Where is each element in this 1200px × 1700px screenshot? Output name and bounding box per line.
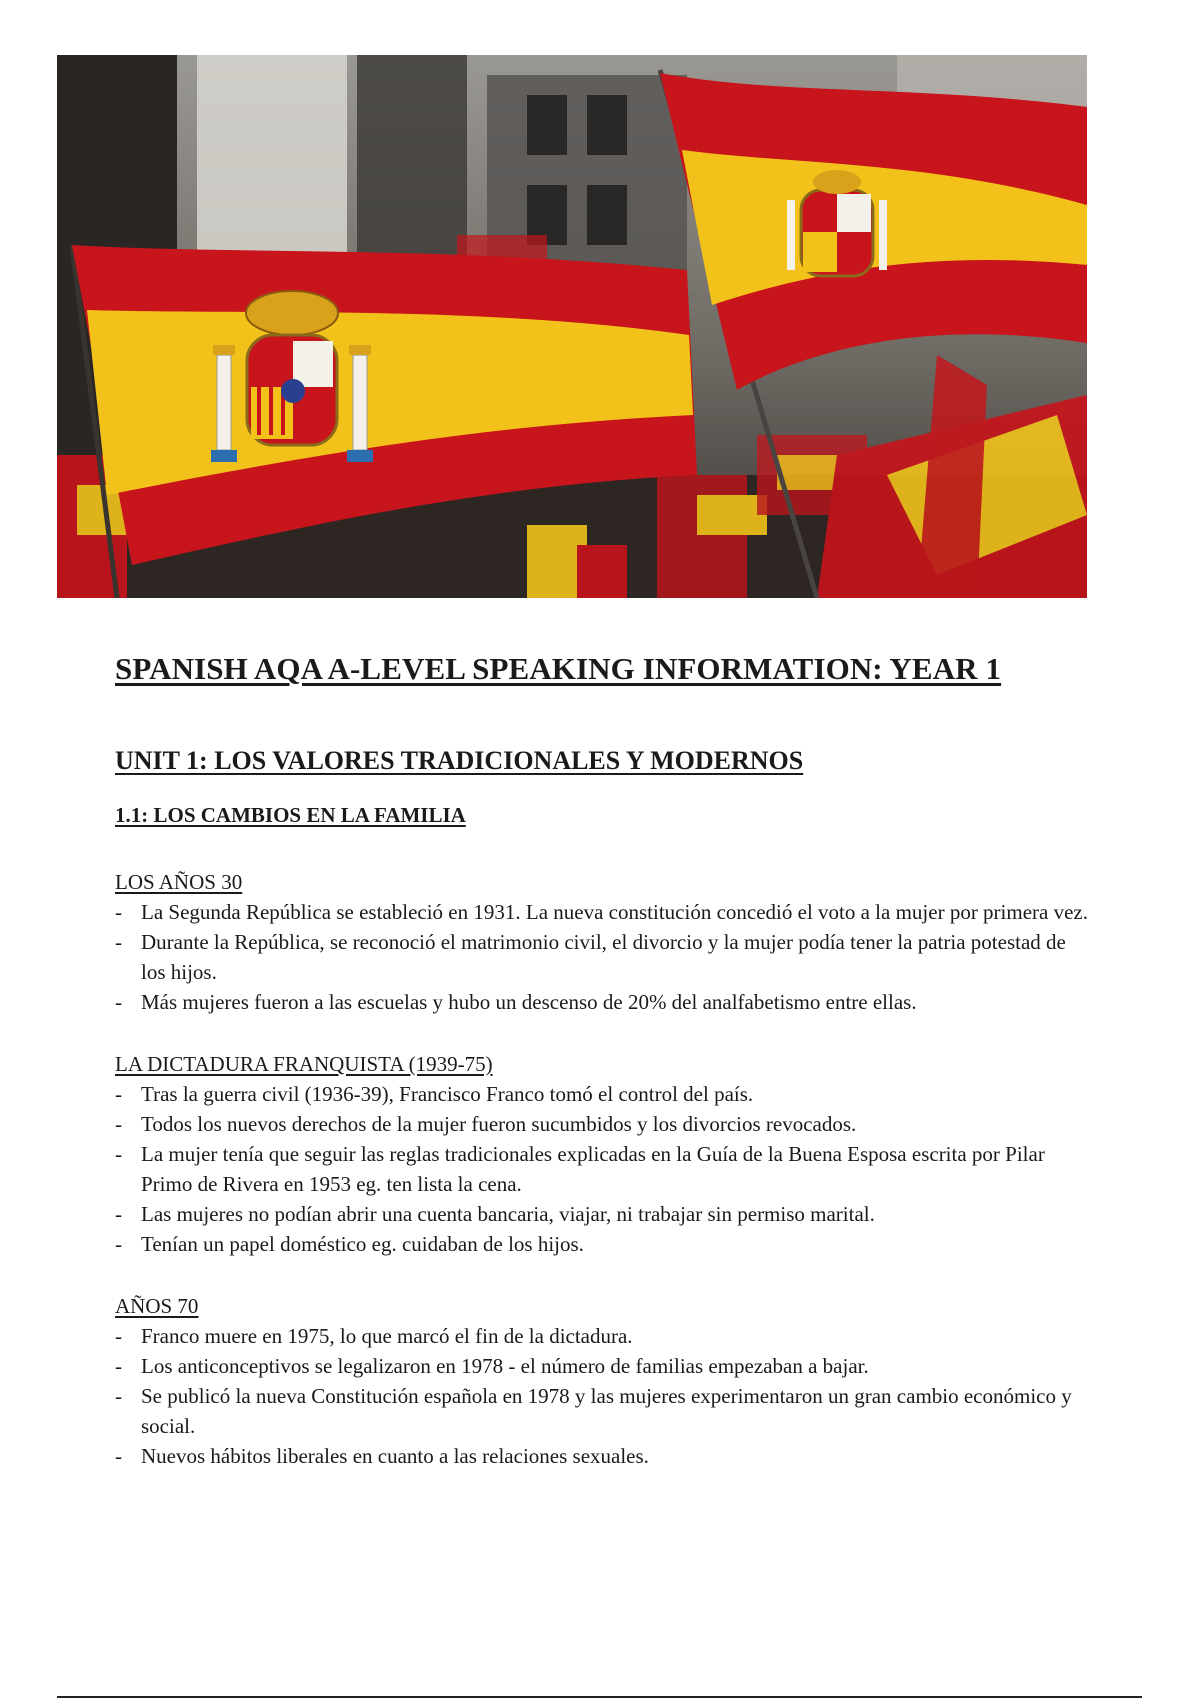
document-title: SPANISH AQA A-LEVEL SPEAKING INFORMATION: YEAR 1 <box>115 651 1002 686</box>
bullet-item: - Durante la República, se reconoció el matrimonio civil, el divorcio y la mujer podía tener la patria potestad de los hijos. <box>115 927 1095 987</box>
flags-illustration <box>57 55 1087 598</box>
bullet-item: - Los anticonceptivos se legalizaron en 1978 - el número de familias empezaban a bajar. <box>115 1351 1095 1381</box>
unit-title: UNIT 1: LOS VALORES TRADICIONALES Y MODERNOS <box>115 746 804 776</box>
section-heading: LA DICTADURA FRANQUISTA (1939-75) <box>115 1051 493 1076</box>
bullet-item: - Todos los nuevos derechos de la mujer fueron sucumbidos y los divorcios revocados. <box>115 1109 1095 1139</box>
bullet-item: - Nuevos hábitos liberales en cuanto a las relaciones sexuales. <box>115 1441 1095 1471</box>
section-dictadura-franquista <box>115 1049 1095 1259</box>
section-los-anos-30 <box>115 867 1095 1017</box>
subunit-title: 1.1: LOS CAMBIOS EN LA FAMILIA <box>115 803 466 828</box>
section-heading: AÑOS 70 <box>115 1293 199 1318</box>
bullet-item: - La Segunda República se estableció en 1931. La nueva constitución concedió el voto a la mujer por primera vez. <box>115 897 1095 927</box>
bullet-item: - Se publicó la nueva Constitución española en 1978 y las mujeres experimentaron un gran cambio económico y social. <box>115 1381 1095 1441</box>
bullet-list <box>115 1321 1095 1471</box>
bullet-item: - Más mujeres fueron a las escuelas y hubo un descenso de 20% del analfabetismo entre ellas. <box>115 987 1095 1017</box>
page-bottom-divider <box>57 1696 1142 1698</box>
bullet-item: - Tenían un papel doméstico eg. cuidaban de los hijos. <box>115 1229 1095 1259</box>
bullet-list <box>115 1079 1095 1259</box>
bullet-item: - La mujer tenía que seguir las reglas tradicionales explicadas en la Guía de la Buena Esposa escrita por Pilar Primo de Rivera en 1953 eg. ten lista la cena. <box>115 1139 1095 1199</box>
section-heading: LOS AÑOS 30 <box>115 869 243 894</box>
bullet-item: - Tras la guerra civil (1936-39), Francisco Franco tomó el control del país. <box>115 1079 1095 1109</box>
bullet-item: - Franco muere en 1975, lo que marcó el fin de la dictadura. <box>115 1321 1095 1351</box>
bullet-list <box>115 897 1095 1017</box>
section-anos-70 <box>115 1291 1095 1471</box>
hero-image-spanish-flags <box>57 55 1087 598</box>
document-body <box>115 650 1095 1471</box>
bullet-item: - Las mujeres no podían abrir una cuenta bancaria, viajar, ni trabajar sin permiso marital. <box>115 1199 1095 1229</box>
